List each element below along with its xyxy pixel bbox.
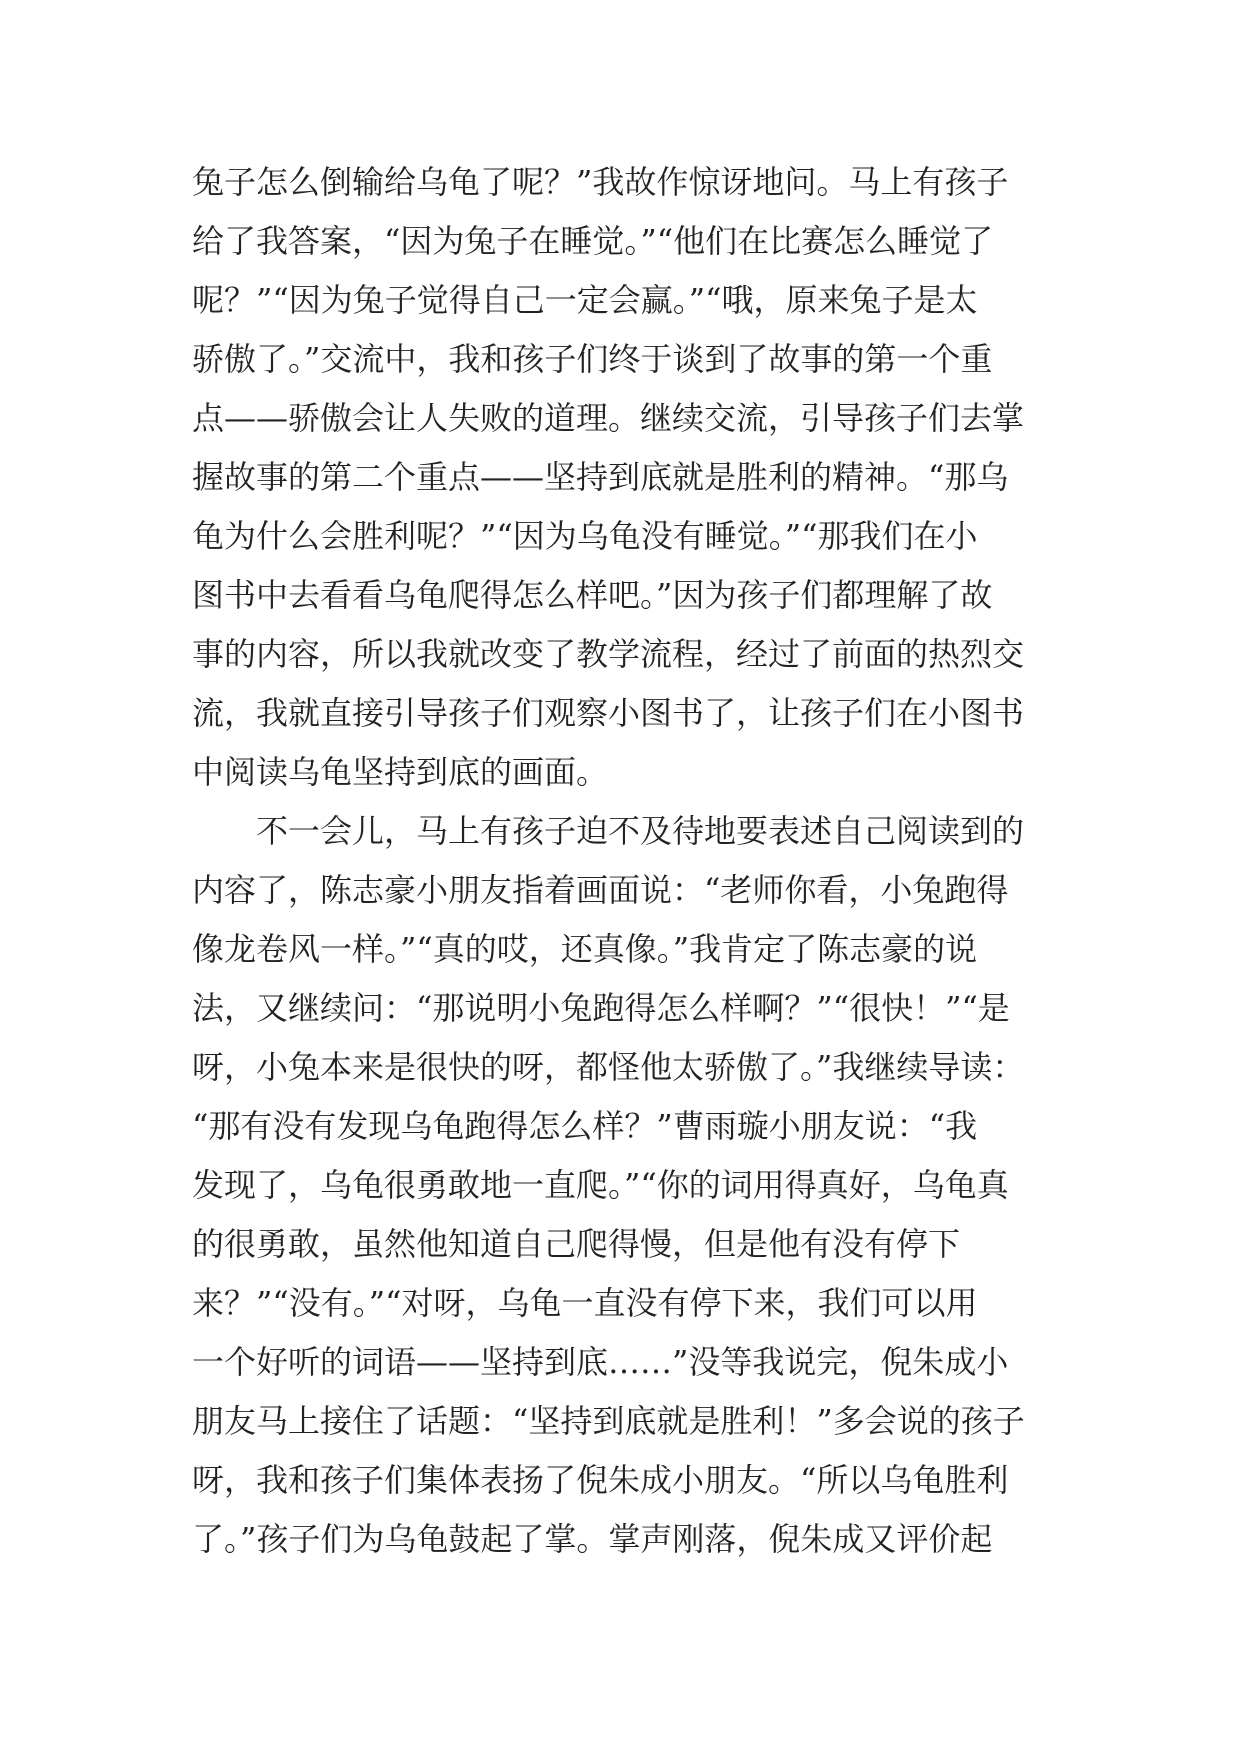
text-line: 的很勇敢，虽然他知道自己爬得慢，但是他有没有停下	[192, 1225, 961, 1263]
text-line: 法，又继续问：“那说明小兔跑得怎么样啊？”“很快！”“是	[192, 989, 1010, 1027]
text-line: 呀，我和孩子们集体表扬了倪朱成小朋友。“所以乌龟胜利	[192, 1461, 1009, 1499]
text-line: 内容了，陈志豪小朋友指着画面说：“老师你看，小兔跑得	[192, 871, 1009, 909]
text-line: 了。”孩子们为乌龟鼓起了掌。掌声刚落，倪朱成又评价起	[192, 1520, 993, 1558]
text-line: 兔子怎么倒输给乌龟了呢？”我故作惊讶地问。马上有孩子	[192, 163, 1009, 201]
text-line: 流，我就直接引导孩子们观察小图书了，让孩子们在小图书	[192, 694, 1025, 732]
text-line: 发现了，乌龟很勇敢地一直爬。”“你的词用得真好，乌龟真	[192, 1166, 1009, 1204]
text-line: 像龙卷风一样。”“真的哎，还真像。”我肯定了陈志豪的说	[192, 930, 978, 968]
text-line: 呀，小兔本来是很快的呀，都怪他太骄傲了。”我继续导读：	[192, 1048, 1025, 1086]
text-line: 事的内容，所以我就改变了教学流程，经过了前面的热烈交	[192, 635, 1025, 673]
text-line: 图书中去看看乌龟爬得怎么样吧。”因为孩子们都理解了故	[192, 576, 993, 614]
text-line: “那有没有发现乌龟跑得怎么样？”曹雨璇小朋友说：“我	[192, 1107, 978, 1145]
paragraph-first-line: 不一会儿，马上有孩子迫不及待地要表述自己阅读到的	[256, 812, 1025, 850]
text-line: 点——骄傲会让人失败的道理。继续交流，引导孩子们去掌	[192, 399, 1025, 437]
text-line: 给了我答案，“因为兔子在睡觉。”“他们在比赛怎么睡觉了	[192, 222, 994, 260]
text-line: 来？”“没有。”“对呀，乌龟一直没有停下来，我们可以用	[192, 1284, 978, 1322]
text-line: 一个好听的词语——坚持到底……”没等我说完，倪朱成小	[192, 1343, 1009, 1381]
text-line: 骄傲了。”交流中，我和孩子们终于谈到了故事的第一个重	[192, 340, 993, 378]
text-line: 呢？”“因为兔子觉得自己一定会赢。”“哦，原来兔子是太	[192, 281, 978, 319]
text-line: 朋友马上接住了话题：“坚持到底就是胜利！”多会说的孩子	[192, 1402, 1025, 1440]
text-line: 握故事的第二个重点——坚持到底就是胜利的精神。“那乌	[192, 458, 1009, 496]
text-line: 中阅读乌龟坚持到底的画面。	[192, 753, 609, 791]
text-line: 龟为什么会胜利呢？”“因为乌龟没有睡觉。”“那我们在小	[192, 517, 978, 555]
